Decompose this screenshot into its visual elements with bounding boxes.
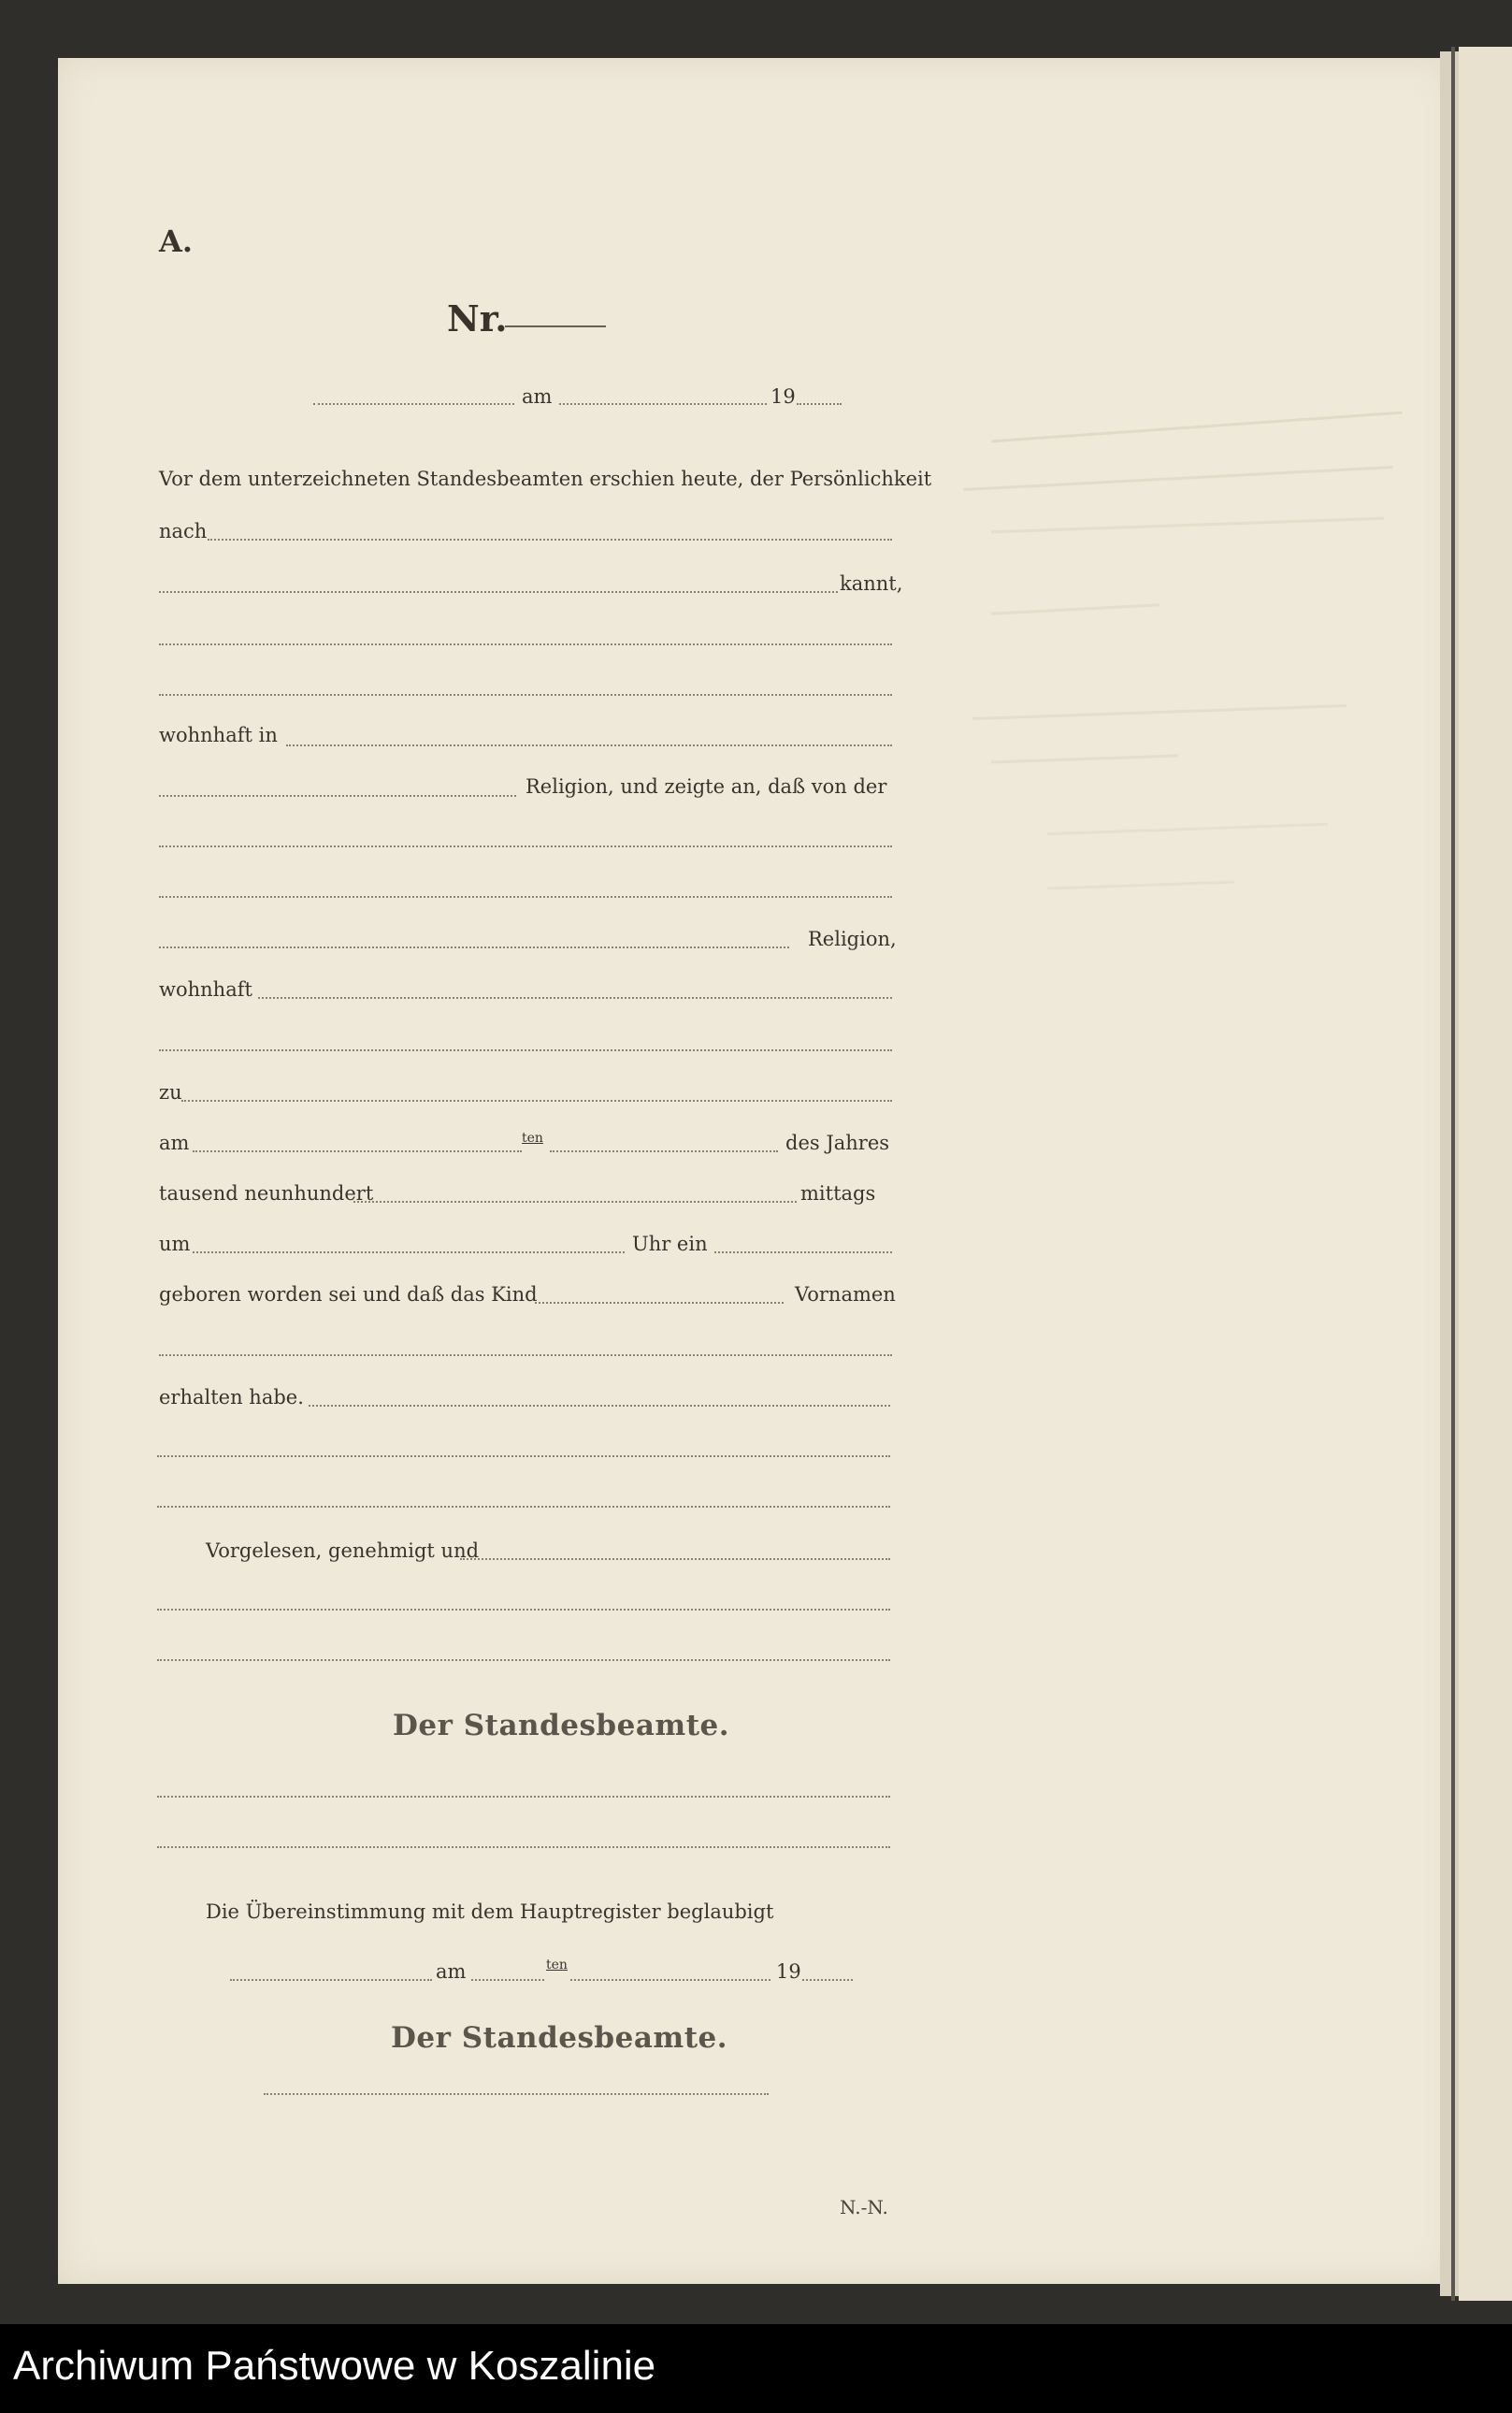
religion-zeigte-label: Religion, und zeigte an, daß von der: [526, 775, 887, 798]
section-letter: A.: [159, 224, 193, 259]
line-day-2[interactable]: [471, 1979, 544, 1981]
line-erhalten[interactable]: [309, 1405, 890, 1407]
line-blank-3[interactable]: [159, 845, 892, 847]
line-wohnhaft-in[interactable]: [286, 744, 892, 746]
line-uhr[interactable]: [714, 1251, 892, 1253]
page-edge: [1451, 47, 1455, 2301]
line-names[interactable]: [159, 1354, 892, 1356]
year-prefix: 19: [770, 385, 796, 408]
line-blank-1[interactable]: [159, 643, 892, 645]
line-blank-9[interactable]: [157, 1659, 890, 1661]
line-blank-7[interactable]: [157, 1506, 890, 1508]
line-blank-6[interactable]: [157, 1455, 890, 1457]
des-jahres-label: des Jahres: [785, 1132, 890, 1154]
erhalten-label: erhalten habe.: [159, 1386, 304, 1409]
geboren-label: geboren worden sei und daß das Kind: [159, 1283, 538, 1306]
line-hour[interactable]: [193, 1251, 625, 1253]
am-date-label: am: [159, 1132, 190, 1154]
nr-field[interactable]: [505, 325, 606, 327]
place-field[interactable]: [313, 403, 514, 405]
zu-label: zu: [159, 1081, 182, 1104]
adjacent-page: [1459, 47, 1512, 2301]
signature-title: Der Standesbeamte.: [393, 1709, 730, 1742]
page-spine: [1440, 51, 1459, 2296]
line-wohnhaft[interactable]: [258, 997, 892, 999]
kannt-label: kannt,: [840, 572, 903, 595]
line-year-2[interactable]: [802, 1979, 853, 1981]
line-gender[interactable]: [535, 1302, 784, 1304]
line-signature-3[interactable]: [264, 2093, 769, 2095]
line-month[interactable]: [550, 1150, 778, 1152]
archive-banner-text: Archiwum Państwowe w Koszalinie: [13, 2343, 656, 2389]
intro-line: Vor dem unterzeichneten Standesbeamten erschien heute, der Persönlichkeit: [159, 468, 932, 490]
nach-label: nach: [159, 520, 208, 542]
line-vorgelesen[interactable]: [460, 1558, 890, 1560]
footer-code: N.-N.: [840, 2196, 888, 2218]
document-page: [58, 58, 1456, 2284]
line-blank-8[interactable]: [157, 1609, 890, 1611]
line-blank-5[interactable]: [159, 1049, 892, 1051]
uhr-ein-label: Uhr ein: [632, 1233, 708, 1255]
nr-label: Nr.: [447, 297, 508, 340]
mittags-label: mittags: [800, 1182, 876, 1205]
vornamen-label: Vornamen: [795, 1283, 896, 1306]
date-field[interactable]: [559, 403, 767, 405]
uebereinstimmung-label: Die Übereinstimmung mit dem Hauptregister beglaubigt: [206, 1900, 774, 1923]
religion-label: Religion,: [808, 928, 897, 950]
line-religion-2[interactable]: [159, 946, 789, 948]
tausend-label: tausend neunhundert: [159, 1182, 374, 1205]
wohnhaft-in-label: wohnhaft in: [159, 724, 278, 746]
year2-prefix: 19: [776, 1960, 801, 1983]
line-month-2[interactable]: [570, 1979, 770, 1981]
ten-superscript: ten: [522, 1131, 543, 1146]
signature-title-2: Der Standesbeamte.: [391, 2021, 728, 2055]
ten2-superscript: ten: [546, 1958, 568, 1972]
vorgelesen-label: Vorgelesen, genehmigt und: [206, 1539, 480, 1562]
line-signature-1[interactable]: [157, 1796, 890, 1798]
line-year-word[interactable]: [353, 1201, 797, 1203]
line-religion-1[interactable]: [159, 795, 516, 797]
am2-label: am: [436, 1960, 467, 1983]
line-zu[interactable]: [181, 1100, 892, 1102]
line-blank-4[interactable]: [159, 896, 892, 898]
wohnhaft-label: wohnhaft: [159, 978, 252, 1001]
line-nach[interactable]: [208, 539, 892, 541]
line-place-2[interactable]: [230, 1979, 432, 1981]
line-blank-2[interactable]: [159, 694, 892, 696]
line-kannt[interactable]: [159, 591, 838, 593]
archive-banner: [0, 2324, 1512, 2413]
am-label: am: [522, 385, 553, 408]
line-signature-2[interactable]: [157, 1846, 890, 1848]
year-field[interactable]: [797, 403, 842, 405]
line-day[interactable]: [193, 1150, 522, 1152]
um-label: um: [159, 1233, 191, 1255]
